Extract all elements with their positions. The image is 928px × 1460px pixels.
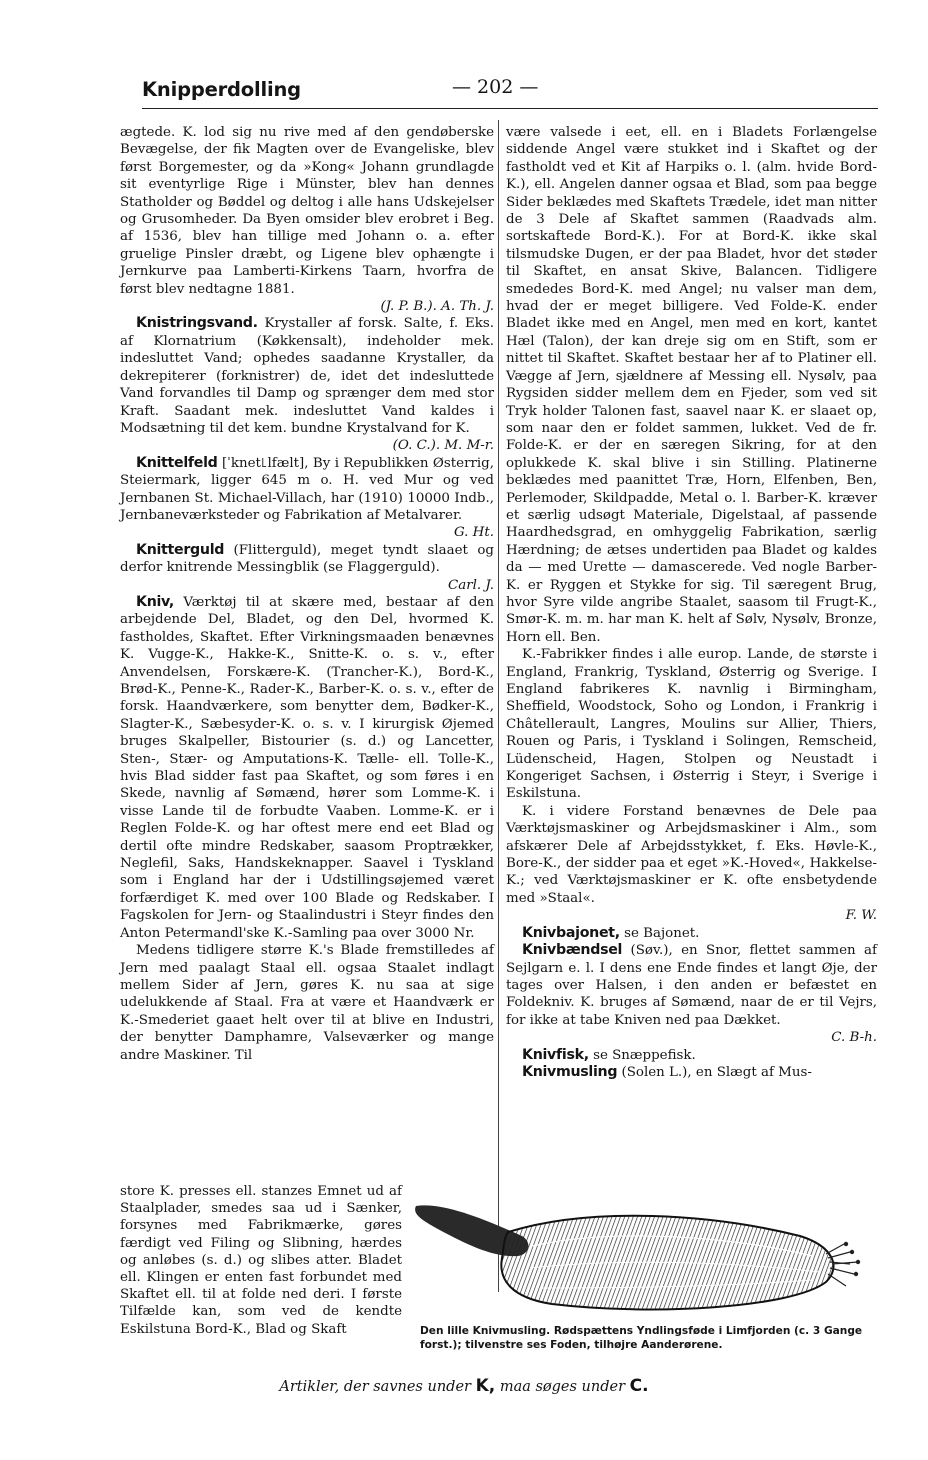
entry-knivbaendsel: Knivbændsel (Søv.), en Snor, flettet sammen af Sejlgarn e. l. I dens ene Ende findes et langt Øje, der tages over Halsen, i den anden er befæstet en Foldekniv. K. bruges af Sømænd, naar de er til Vejrs, for ikke at tabe Kniven ned paa Dækket. C. B-h. [506,942,877,1046]
headword: Knistringsvand. [136,315,258,332]
right-column [506,124,877,1081]
figure-caption: Den lille Knivmusling. Rødspættens Yndlingsføde i Limfjorden (c. 3 Gange forst.); tilvenstre ses Foden, tilhøjre Aanderørene. [420,1325,863,1351]
entry-knivmusling: Knivmusling (Solen L.), en Slægt af Mus- [522,1063,812,1080]
author-signature: G. Ht. [453,525,494,541]
page-header [142,72,878,108]
paragraph-medens: Medens tidligere større K.'s Blade fremstilledes af Jern med paalagt Staal ell. ogsaa Staalet indlagt mellem Sider af Jern, gøres K. nu saa at sige udelukkende af Staal. Fra at være et Haandværk er K.-Smederiet gaaet helt over til at blive en Industri, der benytter Damphamre, Valseværker og mange andre Maskiner. Til [120,943,494,1063]
author-signature: Carl. J. [447,577,494,593]
entry-knipperdolling-continuation: ægtede. K. lod sig nu rive med af den gendøberske Bevægelse, der fik Magten over de Evangeliske, blev først Borgemester, og da »Kong« Johann grundlagde sit eventyrlige Rige i Münster, blev han dennes Statholder og Bøddel og deltog i alle hans Udskejelser og Grusomheder. Da Byen omsider blev erobret i Beg. af 1536, blev han tillige med Johann o. a. efter gruelige Pinsler dræbt, og Ligene blev ophængte i Jernkurve paa Lamberti-Kirkens Taarn, hvorfra de først blev nedtagne 1881. (J. P. B.). A. Th. J. [120,125,494,315]
author-signature: C. B-h. [831,1030,877,1046]
author-signature: (O. C.). M. M-r. [392,438,494,454]
headword: Knivmusling [522,1063,618,1080]
page-number: — 202 — [452,76,539,98]
entry-knivbajonet: Knivbajonet, se Bajonet. [522,924,700,941]
headword: Kniv, [136,593,174,610]
headword: Knivbajonet, [522,924,620,941]
entry-knistringsvand: Knistringsvand. Krystaller af forsk. Salte, f. Eks. af Klornatrium (Køkkensalt), indeholder mek. indesluttet Vand; ophedes saadanne Krystaller, da dekrepiterer (forknistrer) de, idet det indesluttede Vand forvandles til Damp og sprænger dem med stor Kraft. Saadant mek. indesluttet Vand kaldes i Modsætning til det kem. bundne Krystalvand for K. (O. C.). M. M-r. [120,315,494,454]
page-footer-note: Artikler, der savnes under K, maa søges under C. [279,1376,649,1396]
razor-clam-illustration [412,1192,878,1324]
entry-knivfisk: Knivfisk, se Snæppefisk. [522,1046,696,1063]
entry-knitterguld: Knitterguld (Flitterguld), meget tyndt slaaet og derfor knitrende Messingblik (se Flaggerguld). Carl. J. [120,541,494,593]
author-signature: (J. P. B.). A. Th. J. [380,299,494,315]
entry-kniv: Kniv, Værktøj til at skære med, bestaar af den arbejdende Del, Bladet, og den Del, hvormed K. fastholdes, Skaftet. Efter Virkningsmaaden benævnes K. Vugge-K., Hakke-K., Snitte-K. o. s. v., efter Anvendelsen, Forskære-K. (Trancher-K.), Bord-K., Brød-K., Penne-K., Rader-K., Barber-K. o. s. v., efter de forsk. Haandværkere, som benytter dem, Bødker-K., Slagter-K., Sæbesyder-K. o. s. v. I kirurgisk Øjemed bruges Skalpeller, Bistourier (s. d.) og Lancetter, Sten-, Stær- og Amputations-K. Tælle- ell. Tolle-K., hvis Blad sidder fast paa Skaftet, og som føres i en Skede, navnlig af Sømænd, hører som Lomme-K. i visse Lande til de forbudte Vaaben. Lomme-K. er i Reglen Folde-K. og har oftest mere end eet Blad og dertil ofte mindre Redskaber, saasom Proptrækker, Neglefil, Saks, Handskeknapper. Saavel i Tyskland som i England har der i Udstillingsøjemed været forfærdiget K. med over 100 Blade og Redskaber. I Fagskolen for Jern- og Staalindustri i Steyr findes den Anton Petermandl'ske K.-Samling paa over 3000 Nr. [120,593,494,941]
left-column [120,124,494,1064]
header-rule [142,108,878,109]
headword: Knittelfeld [136,454,218,471]
running-headword: Knipperdolling [142,78,301,101]
author-signature: F. W. [845,908,877,924]
entry-knittelfeld: Knittelfeld [ˈknet꜖lfælt], By i Republikken Østerrig, Steiermark, ligger 645 m o. H. ved Mur og ved Jernbanen St. Michael-Villach, har (1910) 10000 Indb., Jernbaneværksteder og Fabrikation af Metalvarer. G. Ht. [120,454,494,541]
paragraph-videre-forstand: K. i videre Forstand benævnes de Dele paa Værktøjsmaskiner og Arbejdsmaskiner i Alm., som afskærer Dele af Arbejdsstykket, f. Eks. Høvle-K., Bore-K., der sidder paa et eget »K.-Hoved«, Hakkelse-K.; ved Værktøjsmaskiner er K. ofte ensbetydende med »Staal«. F. W. [506,803,877,924]
headword: Knivfisk, [522,1046,589,1063]
paragraph-fabrikker: K.-Fabrikker findes i alle europ. Lande, de største i England, Frankrig, Tyskland, Østerrig og Sverige. I England fabrikeres K. navnlig i Birmingham, Sheffield, Woodstock, Soho og London, i Frankrig i Châtellerault, Langres, Moulins sur Allier, Thiers, Rouen og Paris, i Tyskland i Solingen, Remscheid, Lüdenscheid, Hagen, Stolpen og Neustadt i Kongeriget Sachsen, i Østerrig i Steyr, i Sverige i Eskilstuna. [506,647,877,802]
headword: Knivbændsel [522,942,623,959]
headword: Knitterguld [136,541,225,558]
entry-kniv-continuation: være valsede i eet, ell. en i Bladets Forlængelse siddende Angel være stukket ind i Skaftet og der fastholdt ved et Kit af Harpiks o. l. (alm. hvide Bord-K.), ell. Angelen danner ogsaa et Blad, som paa begge Sider beklædes med Skaftets Trædele, idet man nitter de 3 Dele af Skaftet sammen (Raadvads alm. sortskaftede Bord-K.). For at Bord-K. ikke skal tilsmudske Dugen, er der paa Bladet, hvor det støder til Skaftet, en ansat Skive, Balancen. Tidligere smededes Bord-K. med Angel; nu valser man dem, hvad der er meget billigere. Ved Folde-K. ender Bladet ikke med en Angel, men med en kort, kantet Hæl (Talon), der kan dreje sig om en Stift, som er nittet til Skaftet. Skaftet bestaar her af to Platiner ell. Vægge af Jern, sjældnere af Messing ell. Nysølv, paa Rygsiden sidder mellem dem en Fjeder, som ved sit Tryk holder Talonen fast, saavel naar K. er slaaet op, som naar den er foldet sammen, lukket. Ved de fr. Folde-K. er der en særegen Sikring, for at den oplukkede K. skal blive i sin Stilling. Platinerne beklædes med paanittet Træ, Horn, Elfenben, Ben, Perlemoder, Skildpadde, Metal o. l. Barber-K. kræver et særlig udsøgt Materiale, Digelstaal, af passende Haardhedsgrad, en omhyggelig Fabrikation, særlig Hærdning; de ætses undertiden paa Bladet og kaldes da — med Urette — damascerede. Ved nogle Barber-K. er Ryggen et Stykke for sig. Til særegent Brug, hvor Syre vilde angribe Staalet, saasom til Frugt-K., Smør-K. m. m. har man K. helt af Sølv, Nysølv, Bronze, Horn ell. Ben. [506,125,877,645]
left-column-lower: store K. presses ell. stanzes Emnet ud af Staalplader, smedes saa ud i Sænker, forsynes med Fabrikmærke, gøres færdigt ved Filing og Slibning, hærdes og anløbes (s. d.) og slibes atter. Bladet ell. Klingen er enten fast forbundet med Skaftet ell. til at folde ned deri. I første Tilfælde kan, som ved de kendte Eskilstuna Bord-K., Blad og Skaft [120,1184,402,1337]
column-divider [498,120,499,1292]
